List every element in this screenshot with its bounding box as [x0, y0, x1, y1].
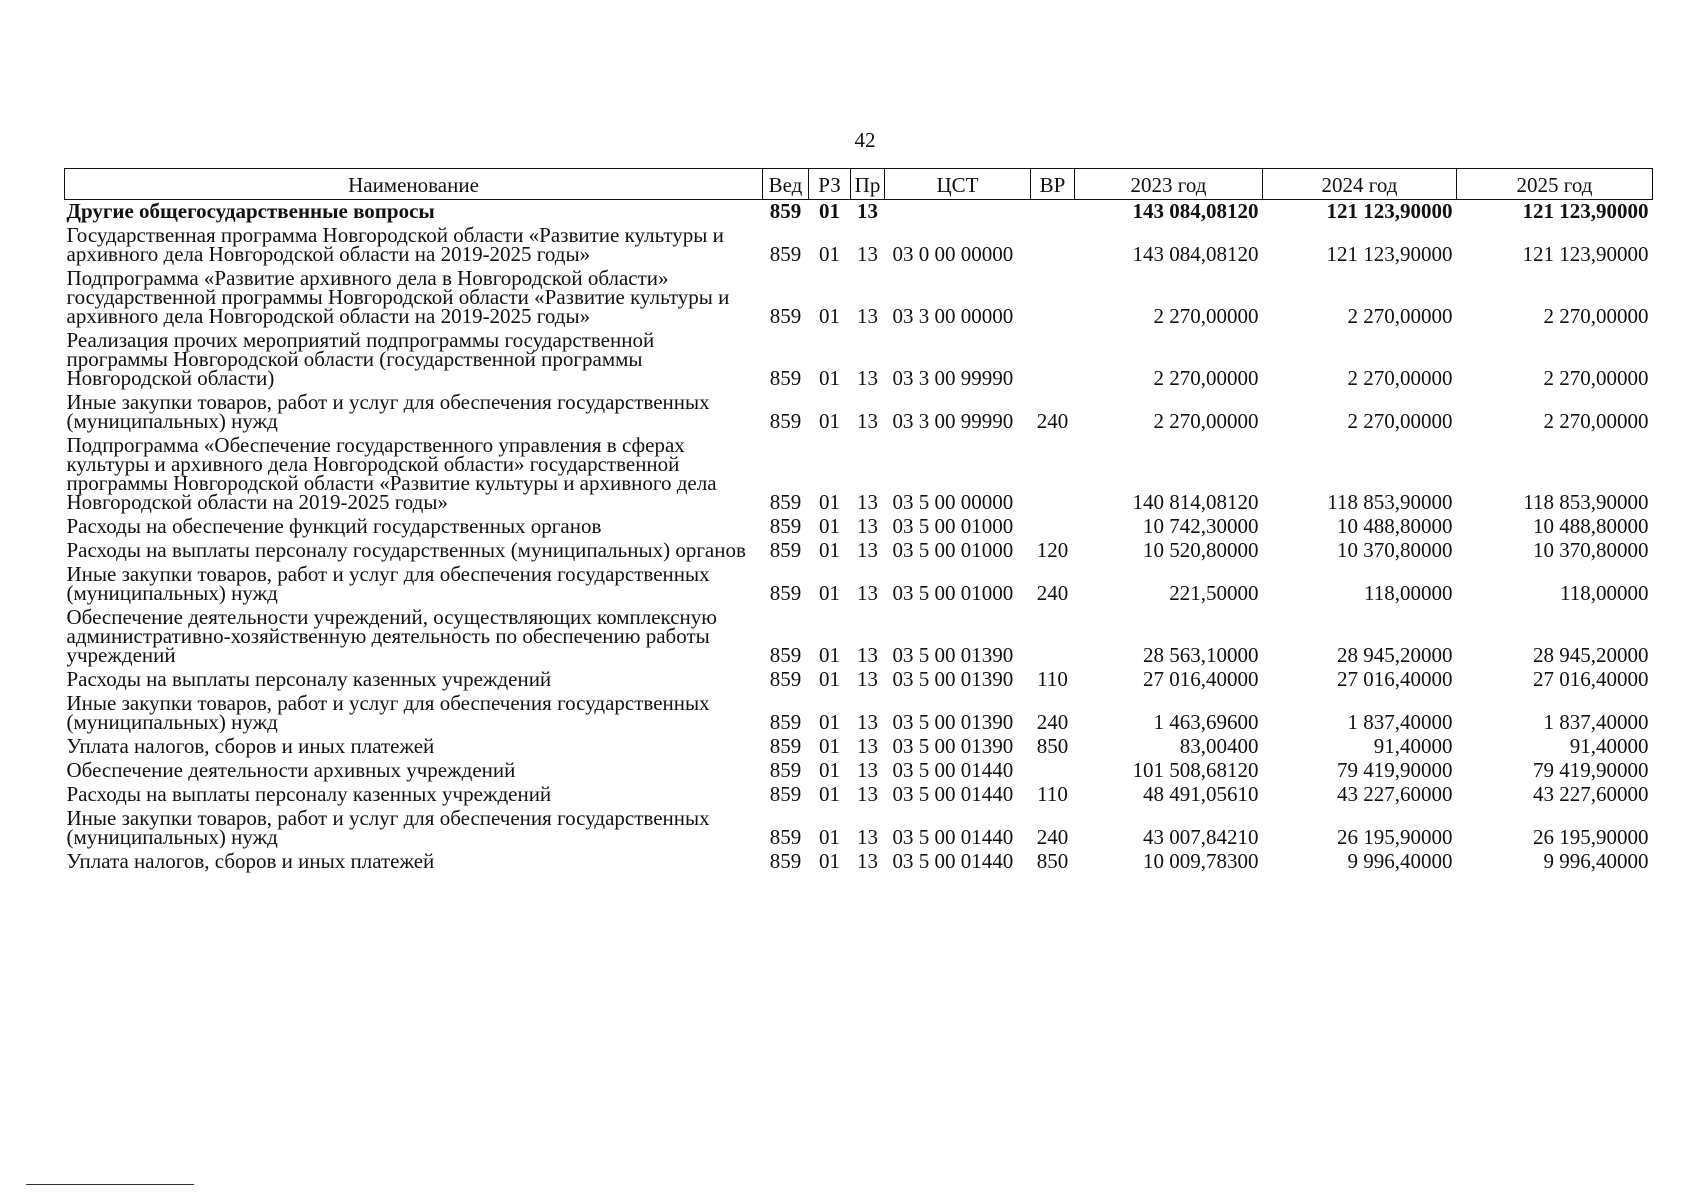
cell-ved: 859 [769, 849, 802, 873]
cell-pr: 13 [857, 409, 878, 433]
cell-vr [1031, 224, 1075, 267]
cell-y2025: 118 853,90000 [1523, 490, 1649, 514]
cell-cst: 03 3 00 99990 [892, 366, 1014, 390]
cell-ved: 859 [769, 490, 802, 514]
cell-y2025: 10 488,80000 [1533, 514, 1649, 538]
cell-cst: 03 5 00 01000 [892, 514, 1014, 538]
cell-y2025: 26 195,90000 [1533, 825, 1649, 849]
cell-ved: 859 [769, 514, 802, 538]
cell-rz: 01 [819, 734, 840, 758]
cell-cst [885, 200, 1031, 225]
cell-y2023: 43 007,84210 [1143, 825, 1259, 849]
cell-y2025: 121 123,90000 [1522, 199, 1649, 223]
cell-y2024: 2 270,00000 [1347, 304, 1453, 328]
cell-y2023: 143 084,08120 [1132, 199, 1259, 223]
cell-y2024: 10 370,80000 [1337, 538, 1453, 562]
cell-y2025: 43 227,60000 [1533, 782, 1649, 806]
cell-y2024: 26 195,90000 [1337, 825, 1453, 849]
cell-vr [1031, 267, 1075, 329]
cell-rz: 01 [819, 366, 840, 390]
cell-rz: 01 [819, 667, 840, 691]
cell-cst: 03 5 00 01390 [892, 667, 1014, 691]
cell-y2023: 10 520,80000 [1143, 538, 1259, 562]
table-row [65, 807, 1653, 850]
cell-name: Расходы на обеспечение функций государственных органов [66, 514, 602, 538]
cell-y2023: 2 270,00000 [1153, 304, 1259, 328]
cell-ved: 859 [769, 710, 802, 734]
cell-y2025: 118,00000 [1560, 581, 1649, 605]
cell-y2025: 10 370,80000 [1533, 538, 1649, 562]
cell-rz: 01 [819, 514, 840, 538]
cell-y2024: 10 488,80000 [1337, 514, 1453, 538]
cell-pr: 13 [857, 490, 878, 514]
cell-pr: 13 [857, 514, 878, 538]
cell-pr: 13 [857, 242, 878, 266]
cell-y2024: 27 016,40000 [1337, 667, 1453, 691]
cell-cst: 03 5 00 01390 [892, 710, 1014, 734]
table-row [65, 515, 1653, 539]
cell-name: Уплата налогов, сборов и иных платежей [66, 849, 435, 873]
cell-y2025: 9 996,40000 [1543, 849, 1649, 873]
cell-cst: 03 5 00 01000 [892, 538, 1014, 562]
cell-pr: 13 [857, 782, 878, 806]
cell-rz: 01 [819, 643, 840, 667]
table-row [65, 735, 1653, 759]
cell-vr: 240 [1036, 710, 1069, 734]
cell-y2025: 28 945,20000 [1533, 643, 1649, 667]
cell-name: Государственная программа Новгородской области «Развитие культуры и архивного дела Новгородской области на 2019-2025 годы» [66, 223, 724, 266]
table-row [65, 224, 1653, 267]
cell-y2024: 121 123,90000 [1326, 242, 1453, 266]
cell-name: Расходы на выплаты персоналу казенных учреждений [66, 782, 552, 806]
cell-pr: 13 [857, 538, 878, 562]
cell-y2025: 1 837,40000 [1543, 710, 1649, 734]
cell-vr: 240 [1036, 581, 1069, 605]
table-row [65, 329, 1653, 391]
footnote-divider [26, 1184, 194, 1185]
cell-y2023: 101 508,68120 [1132, 758, 1259, 782]
cell-name: Иные закупки товаров, работ и услуг для обеспечения государственных (муниципальных) нужд [66, 390, 710, 433]
cell-ved: 859 [769, 734, 802, 758]
cell-vr [1031, 329, 1075, 391]
cell-ved: 859 [769, 758, 802, 782]
cell-cst: 03 3 00 00000 [892, 304, 1014, 328]
cell-pr: 13 [857, 734, 878, 758]
table-row [65, 692, 1653, 735]
cell-vr: 240 [1036, 825, 1069, 849]
cell-y2024: 2 270,00000 [1347, 366, 1453, 390]
cell-y2023: 2 270,00000 [1153, 366, 1259, 390]
cell-rz: 01 [819, 581, 840, 605]
table-header-row [65, 169, 1653, 200]
cell-ved: 859 [769, 409, 802, 433]
cell-rz: 01 [819, 242, 840, 266]
cell-ved: 859 [769, 366, 802, 390]
cell-y2023: 1 463,69600 [1153, 710, 1259, 734]
cell-vr [1031, 759, 1075, 783]
cell-ved: 859 [769, 581, 802, 605]
cell-y2024: 2 270,00000 [1347, 409, 1453, 433]
cell-cst: 03 5 00 01440 [892, 758, 1014, 782]
cell-pr: 13 [857, 758, 878, 782]
cell-vr [1031, 606, 1075, 668]
cell-y2024: 28 945,20000 [1337, 643, 1453, 667]
cell-name: Реализация прочих мероприятий подпрограммы государственной программы Новгородской области (государственной программы Новгородской области) [66, 328, 655, 390]
cell-vr: 120 [1036, 538, 1069, 562]
budget-table [64, 168, 1653, 874]
cell-ved: 859 [769, 825, 802, 849]
table-row [65, 200, 1653, 225]
cell-cst: 03 0 00 00000 [892, 242, 1014, 266]
header-rz: РЗ [809, 169, 851, 200]
cell-vr [1031, 515, 1075, 539]
cell-y2023: 48 491,05610 [1143, 782, 1259, 806]
cell-vr: 110 [1037, 782, 1068, 806]
cell-y2024: 79 419,90000 [1337, 758, 1453, 782]
cell-ved: 859 [769, 667, 802, 691]
cell-name: Расходы на выплаты персоналу казенных учреждений [66, 667, 552, 691]
cell-vr: 110 [1037, 667, 1068, 691]
cell-pr: 13 [857, 825, 878, 849]
cell-pr: 13 [857, 849, 878, 873]
cell-cst: 03 5 00 01000 [892, 581, 1014, 605]
cell-ved: 859 [769, 538, 802, 562]
cell-name: Другие общегосударственные вопросы [66, 199, 435, 223]
cell-pr: 13 [857, 304, 878, 328]
page-number: 42 [854, 128, 876, 152]
cell-cst: 03 5 00 01390 [892, 734, 1014, 758]
cell-y2023: 2 270,00000 [1153, 409, 1259, 433]
cell-cst: 03 5 00 01440 [892, 782, 1014, 806]
cell-vr: 850 [1036, 734, 1069, 758]
cell-y2025: 121 123,90000 [1522, 242, 1649, 266]
cell-rz: 01 [819, 758, 840, 782]
table-row [65, 434, 1653, 515]
cell-pr: 13 [857, 581, 878, 605]
cell-cst: 03 5 00 01440 [892, 825, 1014, 849]
cell-y2025: 2 270,00000 [1543, 409, 1649, 433]
table-row [65, 539, 1653, 563]
cell-name: Подпрограмма «Обеспечение государственного управления в сферах культуры и архивного дела Новгородской области» государственной программы Новгородской области «Развитие культуры и архивного дела Новгородской области на 2019-2025 годы» [66, 433, 717, 514]
cell-ved: 859 [769, 199, 802, 223]
header-vr: ВР [1031, 169, 1075, 200]
table-body [65, 200, 1653, 875]
cell-y2023: 83,00400 [1179, 734, 1259, 758]
cell-rz: 01 [819, 782, 840, 806]
header-cst: ЦСТ [885, 169, 1031, 200]
cell-name: Подпрограмма «Развитие архивного дела в Новгородской области» государственной программы Новгородской области «Развитие культуры и архивного дела Новгородской области на 2019-2025 годы» [66, 266, 730, 328]
header-pr: Пр [851, 169, 885, 200]
cell-rz: 01 [819, 849, 840, 873]
cell-y2023: 140 814,08120 [1132, 490, 1259, 514]
cell-y2025: 2 270,00000 [1543, 304, 1649, 328]
cell-name: Обеспечение деятельности учреждений, осуществляющих комплексную административно-хозяйственную деятельность по обеспечению работы учреждений [66, 605, 717, 667]
cell-y2023: 27 016,40000 [1143, 667, 1259, 691]
cell-cst: 03 5 00 00000 [892, 490, 1014, 514]
cell-ved: 859 [769, 304, 802, 328]
cell-y2023: 221,50000 [1169, 581, 1259, 605]
cell-y2024: 91,40000 [1373, 734, 1453, 758]
cell-y2025: 91,40000 [1569, 734, 1649, 758]
table-row [65, 759, 1653, 783]
cell-rz: 01 [819, 490, 840, 514]
cell-y2023: 10 742,30000 [1143, 514, 1259, 538]
cell-name: Уплата налогов, сборов и иных платежей [66, 734, 435, 758]
header-ved: Вед [763, 169, 809, 200]
header-name: Наименование [65, 169, 763, 200]
cell-pr: 13 [857, 366, 878, 390]
table-row [65, 391, 1653, 434]
header-2025: 2025 год [1457, 169, 1653, 200]
cell-y2023: 10 009,78300 [1143, 849, 1259, 873]
cell-name: Обеспечение деятельности архивных учреждений [66, 758, 516, 782]
cell-y2025: 27 016,40000 [1533, 667, 1649, 691]
table-row [65, 606, 1653, 668]
cell-y2024: 1 837,40000 [1347, 710, 1453, 734]
cell-y2024: 118,00000 [1364, 581, 1453, 605]
cell-name: Иные закупки товаров, работ и услуг для обеспечения государственных (муниципальных) нужд [66, 806, 710, 849]
header-2024: 2024 год [1263, 169, 1457, 200]
cell-rz: 01 [819, 199, 840, 223]
cell-rz: 01 [819, 538, 840, 562]
cell-y2024: 43 227,60000 [1337, 782, 1453, 806]
cell-ved: 859 [769, 643, 802, 667]
cell-pr: 13 [857, 667, 878, 691]
table-row [65, 267, 1653, 329]
cell-y2025: 2 270,00000 [1543, 366, 1649, 390]
cell-pr: 13 [857, 710, 878, 734]
cell-y2024: 121 123,90000 [1326, 199, 1453, 223]
cell-cst: 03 5 00 01440 [892, 849, 1014, 873]
header-2023: 2023 год [1075, 169, 1263, 200]
cell-rz: 01 [819, 710, 840, 734]
cell-ved: 859 [769, 782, 802, 806]
table-row [65, 783, 1653, 807]
cell-vr [1031, 200, 1075, 225]
cell-cst: 03 3 00 99990 [892, 409, 1014, 433]
cell-rz: 01 [819, 409, 840, 433]
cell-rz: 01 [819, 825, 840, 849]
cell-name: Расходы на выплаты персоналу государственных (муниципальных) органов [66, 538, 746, 562]
cell-name: Иные закупки товаров, работ и услуг для обеспечения государственных (муниципальных) нужд [66, 562, 710, 605]
table-row [65, 668, 1653, 692]
cell-ved: 859 [769, 242, 802, 266]
table-row [65, 850, 1653, 874]
cell-y2024: 118 853,90000 [1327, 490, 1453, 514]
cell-pr: 13 [857, 199, 878, 223]
cell-vr: 850 [1036, 849, 1069, 873]
cell-y2024: 9 996,40000 [1347, 849, 1453, 873]
table-row [65, 563, 1653, 606]
cell-y2023: 28 563,10000 [1143, 643, 1259, 667]
cell-vr [1031, 434, 1075, 515]
cell-vr: 240 [1036, 409, 1069, 433]
cell-name: Иные закупки товаров, работ и услуг для обеспечения государственных (муниципальных) нужд [66, 691, 710, 734]
cell-y2025: 79 419,90000 [1533, 758, 1649, 782]
cell-cst: 03 5 00 01390 [892, 643, 1014, 667]
cell-rz: 01 [819, 304, 840, 328]
cell-y2023: 143 084,08120 [1132, 242, 1259, 266]
cell-pr: 13 [857, 643, 878, 667]
